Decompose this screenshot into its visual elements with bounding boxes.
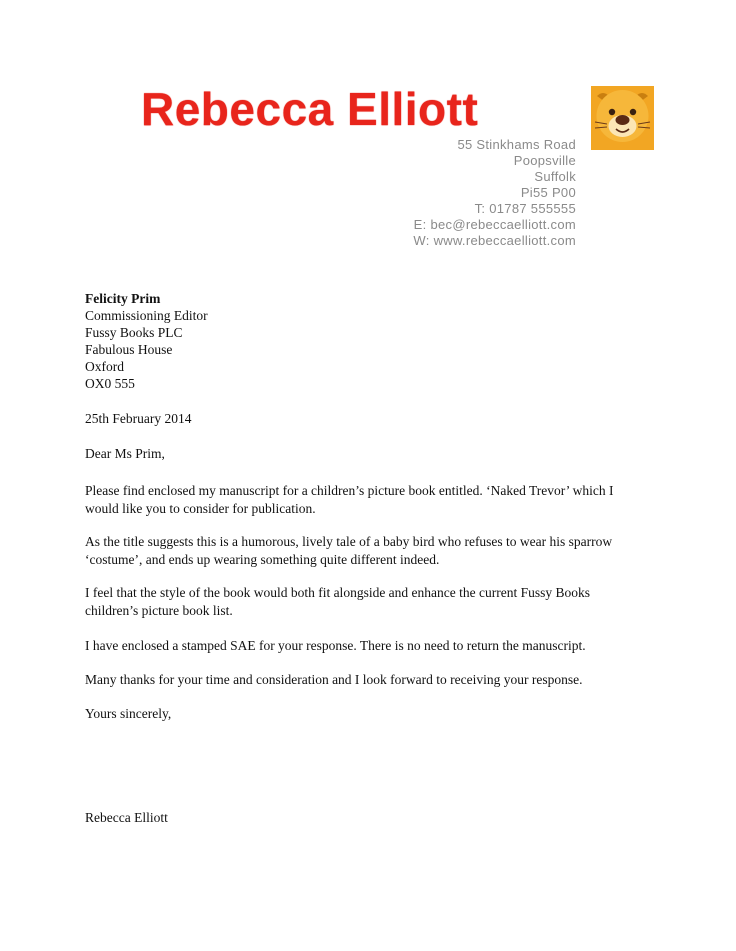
recipient-building: Fabulous House xyxy=(85,342,173,357)
body-paragraph: Many thanks for your time and consideration and I look forward to receiving your response. xyxy=(85,672,583,687)
cartoon-bear-face-icon xyxy=(591,86,654,150)
body-paragraph: I have enclosed a stamped SAE for your response. There is no need to return the manuscript. xyxy=(85,638,586,653)
recipient-address xyxy=(85,290,208,392)
signature-name: Rebecca Elliott xyxy=(85,810,168,825)
body-paragraph: I feel that the style of the book would both fit alongside and enhance the current Fussy Books children’s picture book list. xyxy=(85,585,591,618)
recipient-postcode: OX0 555 xyxy=(85,376,135,391)
sender-email: E: bec@rebeccaelliott.com xyxy=(413,217,576,232)
recipient-name: Felicity Prim xyxy=(85,291,161,306)
recipient-title: Commissioning Editor xyxy=(85,308,208,323)
sender-address xyxy=(413,137,576,249)
recipient-city: Oxford xyxy=(85,359,124,374)
greeting: Dear Ms Prim, xyxy=(85,446,165,461)
closing: Yours sincerely, xyxy=(85,706,172,721)
body-paragraph: Please find enclosed my manuscript for a children’s picture book entitled. ‘Naked Trevor’ which I would like you to consider for publication. xyxy=(85,483,614,516)
sender-postcode: Pi55 P00 xyxy=(520,185,576,200)
sender-phone: T: 01787 555555 xyxy=(474,201,576,216)
body-paragraph: As the title suggests this is a humorous, lively tale of a baby bird who refuses to wear his sparrow ‘costume’, and ends up wearing something quite different indeed. xyxy=(85,534,613,567)
sender-town: Poopsville xyxy=(513,153,576,168)
letterhead-name: Rebecca Elliott xyxy=(141,83,479,135)
sender-street: 55 Stinkhams Road xyxy=(457,137,576,152)
sender-website: W: www.rebeccaelliott.com xyxy=(413,233,576,248)
recipient-company: Fussy Books PLC xyxy=(85,325,183,340)
sender-county: Suffolk xyxy=(534,169,576,184)
letter-date: 25th February 2014 xyxy=(85,411,192,426)
